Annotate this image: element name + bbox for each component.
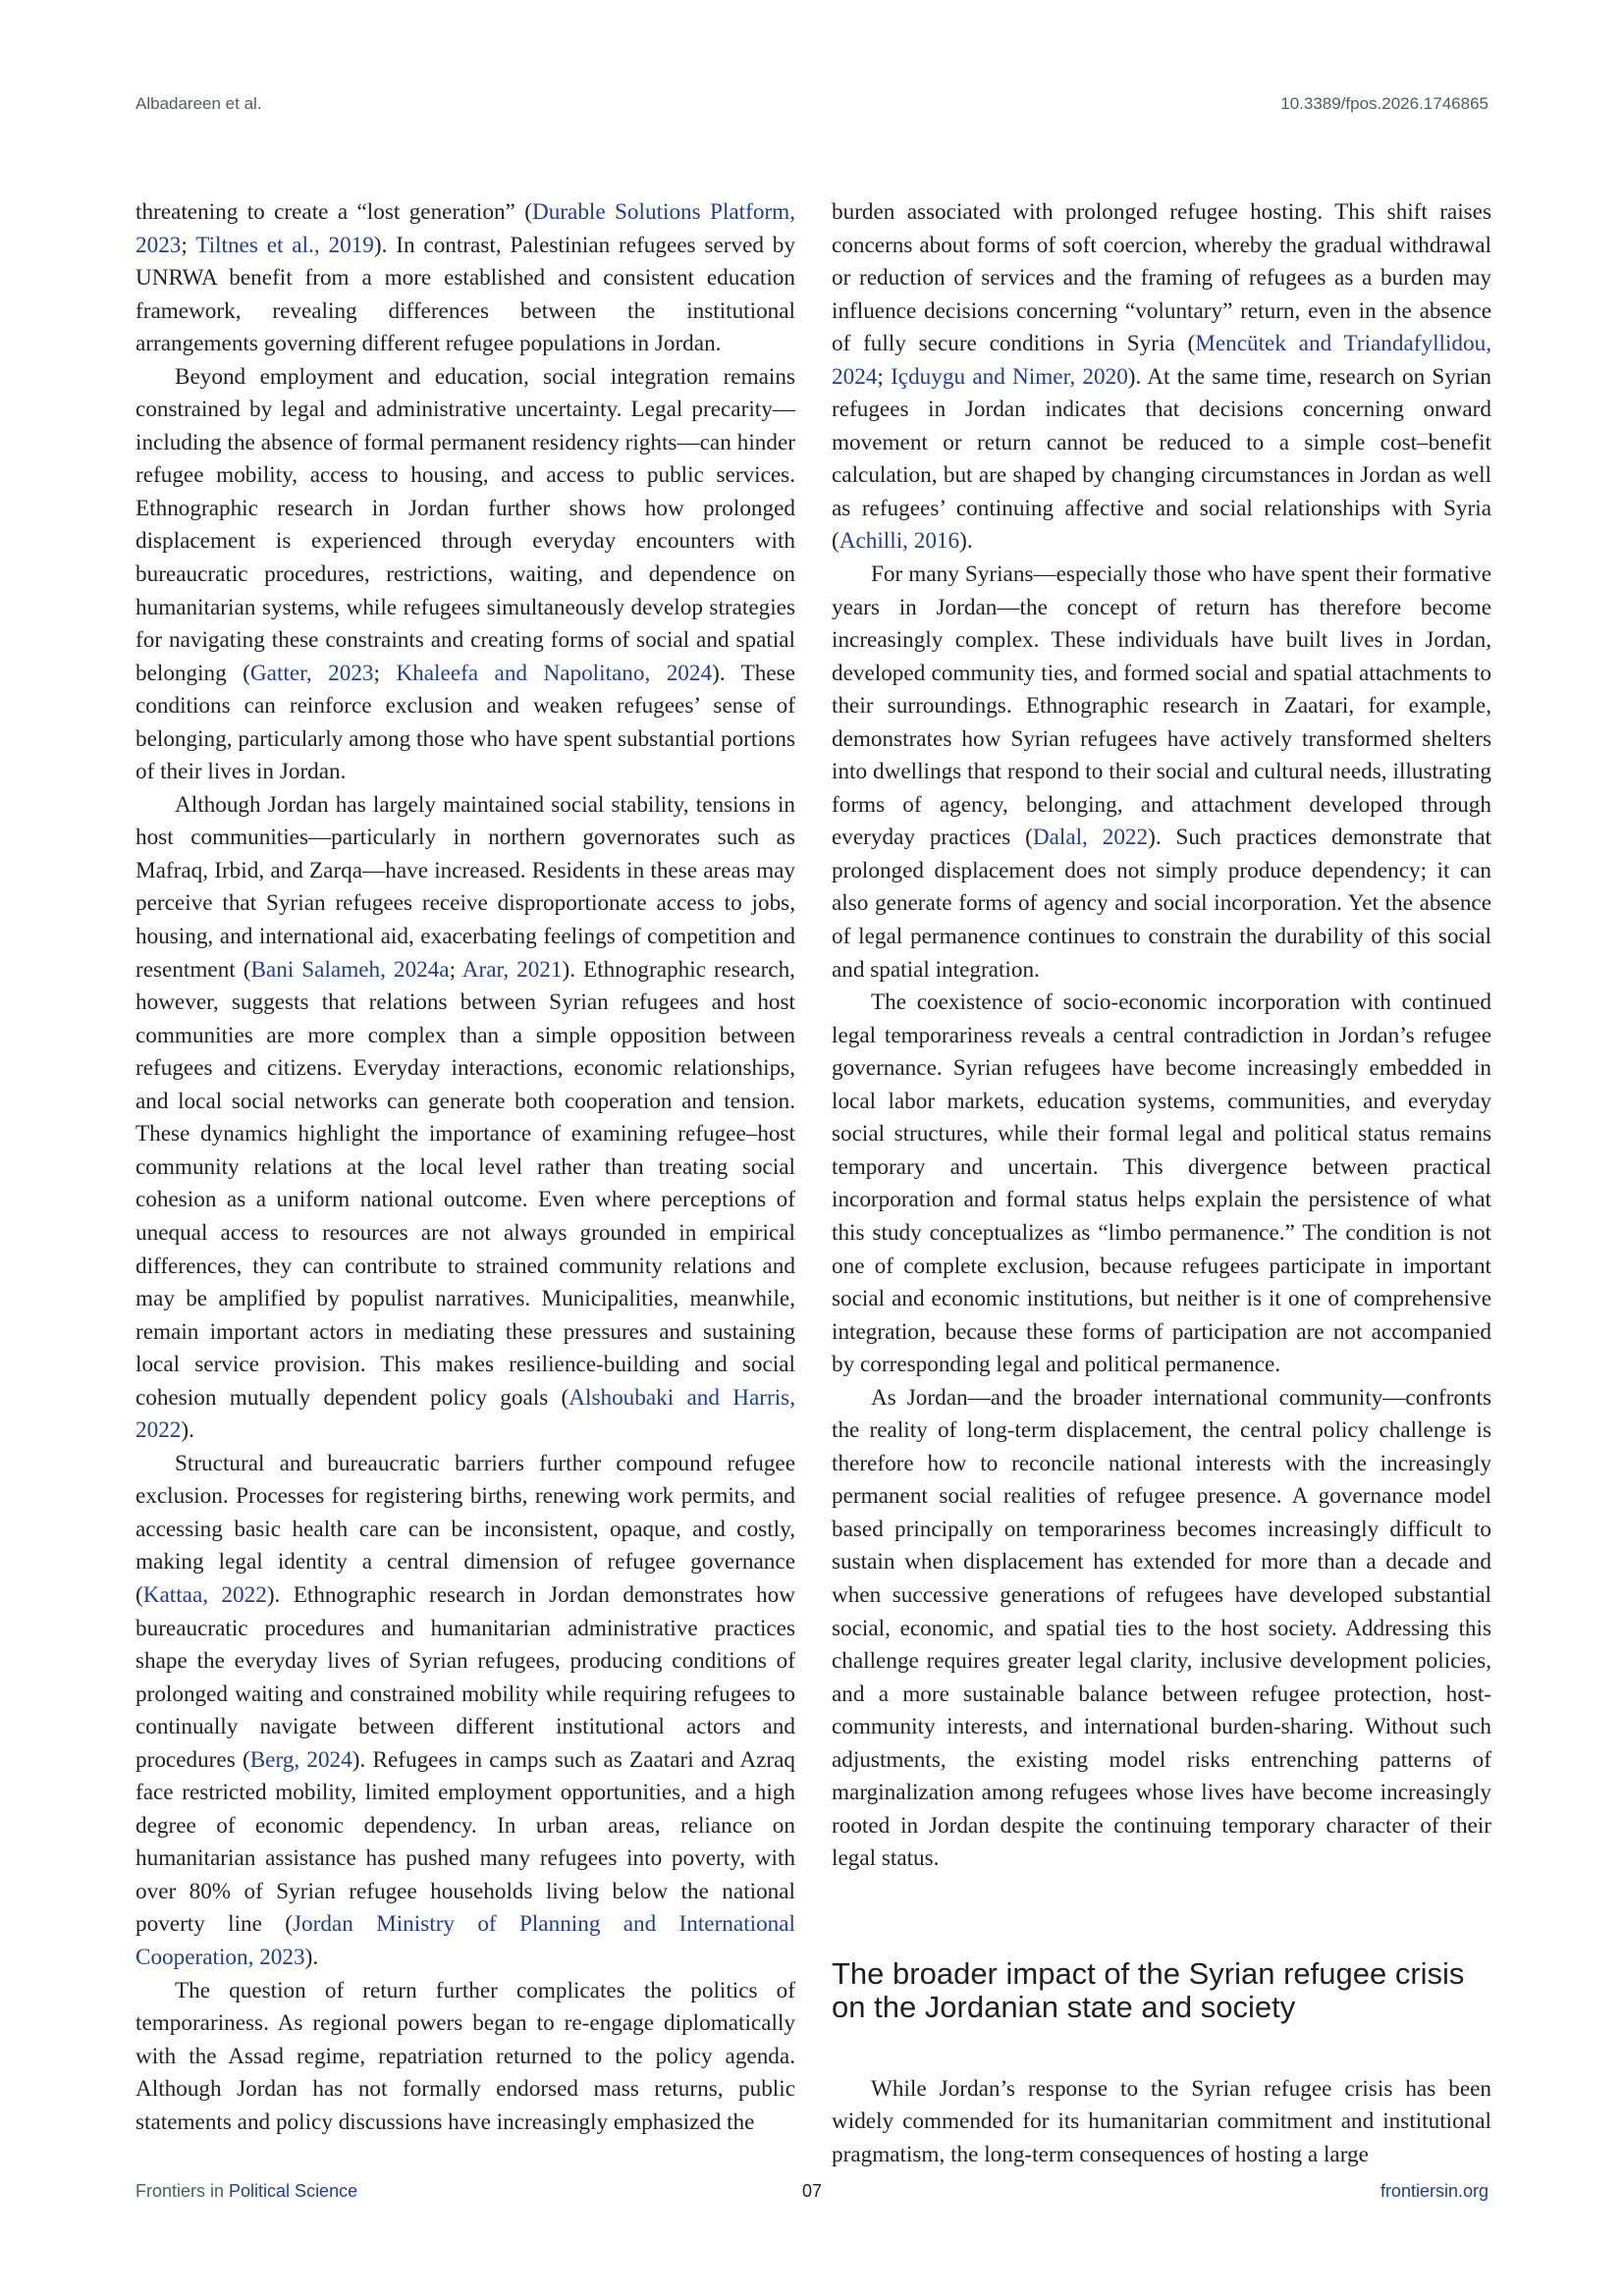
citation-link[interactable]: Arar, 2021 <box>461 956 563 983</box>
paragraph <box>135 1448 795 1975</box>
citation-link[interactable]: Jordan Ministry of Planning and International Cooperation, 2023 <box>135 1911 796 1970</box>
doi: 10.3389/fpos.2026.1746865 <box>1280 94 1489 113</box>
citation-link[interactable]: Durable Solutions Platform, 2023 <box>135 199 795 258</box>
citation-link[interactable]: Tiltnes et al., 2019 <box>195 232 374 258</box>
paragraph-text: ). Refugees in camps such as Zaatari and Azraq face restricted mobility, limited employment opportunities, and a high degree of economic dependency. In urban areas, reliance on humanitarian assistance has pushed many refugees into poverty, with over 80% of Syrian refugee households living below the national poverty line ( <box>135 1746 795 1938</box>
paragraph <box>832 1382 1491 1876</box>
paragraph-text: ). <box>959 528 973 555</box>
paragraph-text: ). Ethnographic research in Jordan demonstrates how bureaucratic procedures and humanitarian administrative practices shape the everyday lives of Syrian refugees, producing conditions of prolonged waiting and constrained mobility while requiring refugees to continually navigate between different institutional actors and procedures ( <box>135 1581 795 1773</box>
left-column <box>135 196 795 2139</box>
paragraph-text: While Jordan’s response to the Syrian refugee crisis has been widely commended for its humanitarian commitment and institutional pragmatism, the long-term consequences of hosting a large <box>832 2075 1491 2167</box>
citation-link[interactable]: Alshoubaki and Harris, 2022 <box>135 1384 795 1444</box>
paragraph-text: threatening to create a “lost generation” ( <box>135 199 532 225</box>
website-link[interactable]: frontiersin.org <box>1380 2181 1489 2201</box>
right-column <box>832 196 1491 2172</box>
page-header <box>135 94 1489 118</box>
paragraph-text: ). <box>181 1417 194 1444</box>
paragraph-text: ; <box>373 660 397 686</box>
paragraph <box>832 987 1491 1382</box>
citation-link[interactable]: Gatter, 2023 <box>249 660 374 686</box>
paragraph-text: Beyond employment and education, social integration remains constrained by legal and administrative uncertainty. Legal precarity—including the absence of formal permanent residency rights—can hinder refugee mobility, access to housing, and access to public services. Ethnographic research in Jordan further shows how prolonged displacement is experienced through everyday encounters with bureaucratic procedures, restrictions, waiting, and dependence on humanitarian systems, while refugees simultaneously develop strategies for navigating these constraints and creating forms of social and spatial belonging ( <box>135 363 795 686</box>
citation-link[interactable]: Berg, 2024 <box>249 1746 352 1773</box>
citation-link[interactable]: Khaleefa and Napolitano, 2024 <box>396 660 713 686</box>
paragraph-text: As Jordan—and the broader international community—confronts the reality of long-term displacement, the central policy challenge is therefore how to reconcile national interests with the increasingly permanent social realities of refugee presence. A governance model based principally on temporariness becomes increasingly difficult to sustain when displacement has extended for more than a decade and when successive generations of refugees have developed substantial social, economic, and spatial ties to the host society. Addressing this challenge requires greater legal clarity, inclusive development policies, and a more sustainable balance between refugee protection, host-community interests, and international burden-sharing. Without such adjustments, the existing model risks entrenching patterns of marginalization among refugees whose lives have become increasingly rooted in Jordan despite the continuing temporary character of their legal status. <box>832 1384 1491 1872</box>
citation-link[interactable]: Içduygu and Nimer, 2020 <box>891 363 1128 390</box>
page-number: 07 <box>801 2181 823 2201</box>
paragraph-text: ). These conditions can reinforce exclusion and weaken refugees’ sense of belonging, particularly among those who have spent substantial portions of their lives in Jordan. <box>135 660 795 785</box>
paragraph-text: For many Syrians—especially those who have spent their formative years in Jordan—the concept of return has therefore become increasingly complex. These individuals have built lives in Jordan, developed community ties, and formed social and spatial attachments to their surroundings. Ethnographic research in Zaatari, for example, demonstrates how Syrian refugees have actively transformed shelters into dwellings that respond to their social and cultural needs, illustrating forms of agency, belonging, and attachment developed through everyday practices ( <box>832 561 1491 851</box>
paragraph <box>135 1975 795 2140</box>
section-heading: The broader impact of the Syrian refugee crisis on the Jordanian state and society <box>832 1955 1465 2024</box>
paragraph-text: burden associated with prolonged refugee hosting. This shift raises concerns about forms of soft coercion, whereby the gradual withdrawal or reduction of services and the framing of refugees as a burden may influence decisions concerning “voluntary” return, even in the absence of fully secure conditions in Syria ( <box>832 199 1491 357</box>
paragraph <box>832 559 1491 987</box>
journal-name[interactable]: Political Science <box>229 2181 358 2201</box>
paragraph <box>135 789 795 1448</box>
paragraph-text: ). In contrast, Palestinian refugees served by UNRWA benefit from a more established and consistent education framework, revealing differences between the institutional arrangements governing different refugee populations in Jordan. <box>135 232 795 357</box>
citation-link[interactable]: Achilli, 2016 <box>839 528 960 555</box>
paragraph-text: Although Jordan has largely maintained social stability, tensions in host communities—particularly in northern governorates such as Mafraq, Irbid, and Zarqa—have increased. Residents in these areas may perceive that Syrian refugees receive disproportionate access to jobs, housing, and international aid, exacerbating feelings of competition and resentment ( <box>135 791 795 983</box>
citation-link[interactable]: Bani Salameh, 2024a <box>250 956 450 983</box>
paragraph-text: ). At the same time, research on Syrian refugees in Jordan indicates that decisions concerning onward movement or return cannot be reduced to a simple cost–benefit calculation, but are shaped by changing circumstances in Jordan as well as refugees’ continuing affective and social relationships with Syria ( <box>832 363 1491 555</box>
paragraph-text: The question of return further complicates the politics of temporariness. As regional powers began to re-engage diplomatically with the Assad regime, repatriation returned to the policy agenda. Although Jordan has not formally endorsed mass returns, public statements and policy discussions have increasingly emphasized the <box>135 1977 795 2135</box>
citation-link[interactable]: Kattaa, 2022 <box>142 1581 267 1608</box>
paragraph <box>135 361 795 789</box>
paragraph <box>832 196 1491 559</box>
paragraph-text: ). Ethnographic research, however, suggests that relations between Syrian refugees and host communities are more complex than a simple opposition between refugees and citizens. Everyday interactions, economic relationships, and local social networks can generate both cooperation and tension. These dynamics highlight the importance of examining refugee–host community relations at the local level rather than treating social cohesion as a uniform national outcome. Even where perceptions of unequal access to resources are not always grounded in empirical differences, they can contribute to strained community relations and may be amplified by populist narratives. Municipalities, meanwhile, remain important actors in mediating these pressures and sustaining local service provision. This makes resilience-building and social cohesion mutually dependent policy goals ( <box>135 956 795 1411</box>
paragraph-text: ; <box>181 232 196 258</box>
paragraph-text: ). Such practices demonstrate that prolonged displacement does not simply produce dependency; it can also generate forms of agency and social incorporation. Yet the absence of legal permanence continues to constrain the durability of this social and spatial integration. <box>832 825 1491 983</box>
paragraph-text: ). <box>304 1944 319 1970</box>
journal-prefix: Frontiers in <box>135 2181 230 2201</box>
running-authors: Albadareen et al. <box>135 94 262 113</box>
citation-link[interactable]: Mencütek and Triandafyllidou, 2024 <box>832 331 1492 390</box>
paragraph <box>135 196 795 361</box>
paragraph-text: The coexistence of socio-economic incorporation with continued legal temporariness reveals a central contradiction in Jordan’s refugee governance. Syrian refugees have become increasingly embedded in local labor markets, education systems, communities, and everyday social structures, while their formal legal and political status remains temporary and uncertain. This divergence between practical incorporation and formal status helps explain the persistence of what this study conceptualizes as “limbo permanence.” The condition is not one of complete exclusion, because refugees participate in important social and economic institutions, but neither is it one of comprehensive integration, because these forms of participation are not accompanied by corresponding legal and political permanence. <box>832 989 1491 1378</box>
citation-link[interactable]: Dalal, 2022 <box>1032 825 1149 851</box>
paragraph-text: ; <box>449 956 462 983</box>
page-footer <box>135 2181 1489 2205</box>
paragraph <box>832 2073 1491 2172</box>
paragraph-text: Structural and bureaucratic barriers further compound refugee exclusion. Processes for registering births, renewing work permits, and accessing basic health care can be inconsistent, opaque, and costly, making legal identity a central dimension of refugee governance ( <box>135 1450 795 1608</box>
paragraph-text: ; <box>877 363 892 390</box>
